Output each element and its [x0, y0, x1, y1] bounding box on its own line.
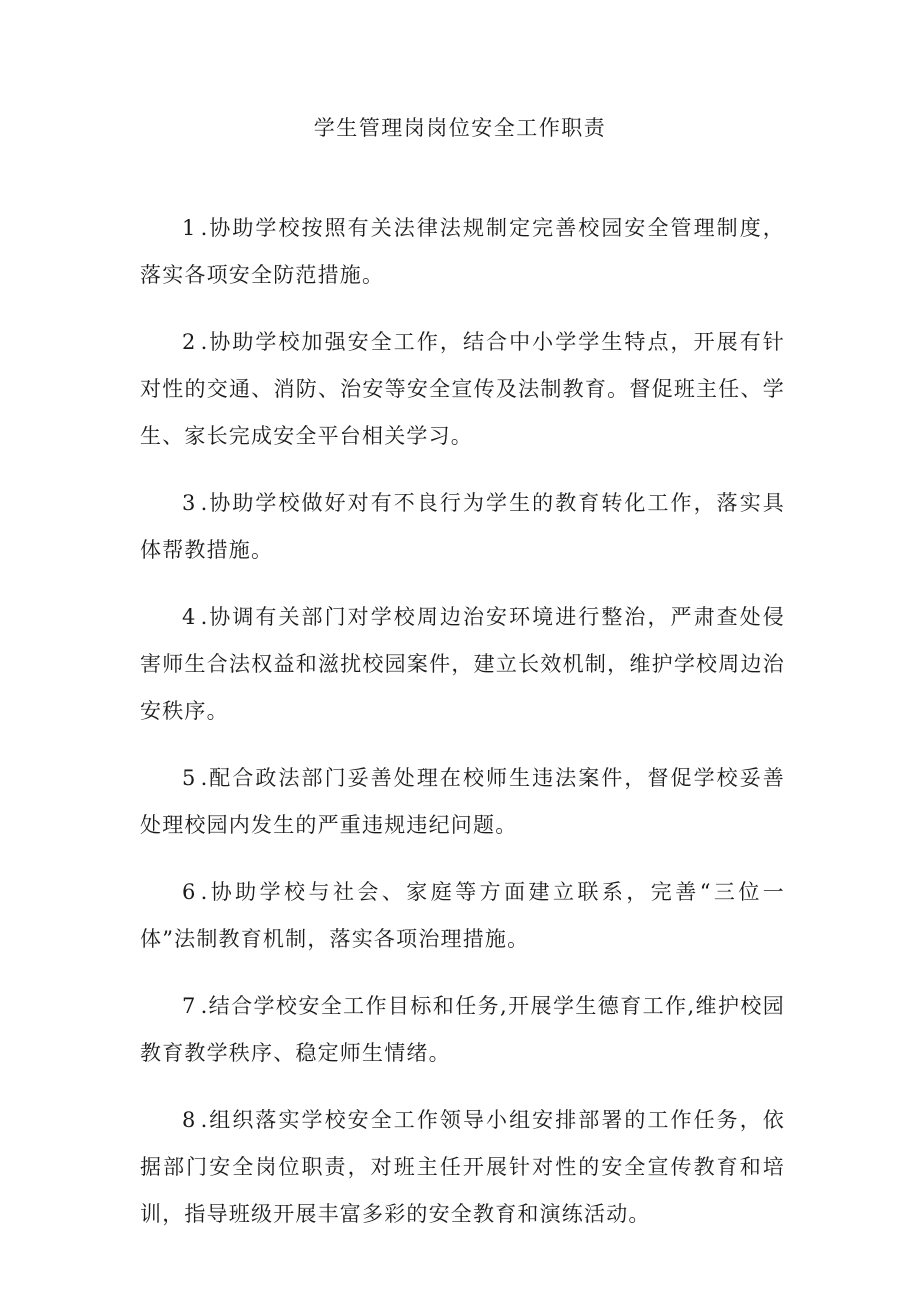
duty-item-8 [140, 1097, 785, 1238]
item-number: 8 [182, 1108, 197, 1132]
document-body [140, 205, 785, 1258]
item-text: .协调有关部门对学校周边治安环境进行整治，严肃查处侵害师生合法权益和滋扰校园案件，建立长效机制，维护学校周边治安秩序。 [140, 605, 785, 723]
item-number: 5 [182, 766, 197, 790]
item-number: 1 [182, 216, 197, 240]
duty-item-7 [140, 983, 785, 1077]
item-number: 6 [182, 880, 197, 904]
item-number: 3 [182, 491, 197, 515]
item-text: .协助学校加强安全工作，结合中小学学生特点，开展有针对性的交通、消防、治安等安全宣传及法制教育。督促班主任、学生、家长完成安全平台相关学习。 [140, 330, 785, 448]
duty-item-1 [140, 205, 785, 299]
item-text: .协助学校与社会、家庭等方面建立联系，完善“三位一体”法制教育机制，落实各项治理措施。 [140, 880, 785, 951]
duty-item-4 [140, 594, 785, 735]
item-number: 7 [182, 994, 197, 1018]
duty-item-3 [140, 480, 785, 574]
duty-item-5 [140, 755, 785, 849]
item-text: .组织落实学校安全工作领导小组安排部署的工作任务，依据部门安全岗位职责，对班主任开展针对性的安全宣传教育和培训，指导班级开展丰富多彩的安全教育和演练活动。 [140, 1108, 785, 1226]
item-text: .协助学校按照有关法律法规制定完善校园安全管理制度，落实各项安全防范措施。 [140, 216, 785, 287]
item-text: .结合学校安全工作目标和任务,开展学生德育工作,维护校园教育教学秩序、稳定师生情绪。 [140, 994, 785, 1065]
item-text: .配合政法部门妥善处理在校师生违法案件，督促学校妥善处理校园内发生的严重违规违纪问题。 [140, 766, 785, 837]
item-number: 2 [182, 330, 197, 354]
item-text: .协助学校做好对有不良行为学生的教育转化工作，落实具体帮教措施。 [140, 491, 785, 562]
document-title: 学生管理岗岗位安全工作职责 [313, 116, 607, 140]
duty-item-6 [140, 869, 785, 963]
item-number: 4 [182, 605, 197, 629]
duty-item-2 [140, 319, 785, 460]
